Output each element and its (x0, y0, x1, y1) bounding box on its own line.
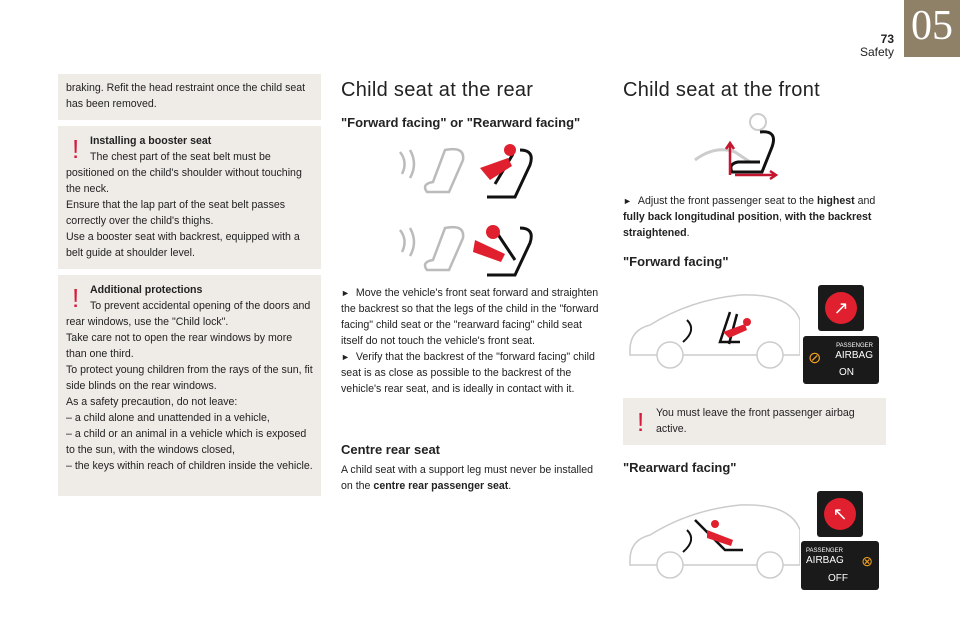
car-rearward-facing-illustration (625, 500, 800, 585)
protections-line: To prevent accidental opening of the doors and rear windows, use the "Child lock". (66, 300, 311, 328)
airbag-indicator-on (803, 336, 879, 384)
section-title: Safety (859, 45, 894, 59)
warning-icon: ! (72, 283, 80, 313)
airbag-warning: ! You must leave the front passenger airbag active. (623, 398, 886, 445)
rear-child-seat-illustration (395, 140, 540, 280)
panel-label: PASSENGER (836, 343, 873, 349)
protections-title: Additional protections (90, 284, 203, 296)
airbag-indicator-off (801, 541, 879, 590)
instruction-2: ► Verify that the backrest of the "forward facing" child seat is as close as possible to the backrest of the vehicle's rear seat, and is ideally in contact with it. (341, 351, 595, 395)
airbag-switch-off (817, 491, 863, 537)
warning-icon: ! (637, 407, 645, 437)
panel-status: OFF (828, 573, 848, 584)
panel-label: AIRBAG (835, 350, 873, 361)
centre-rear-heading: Centre rear seat (341, 442, 440, 457)
booster-line: Ensure that the lap part of the seat belt passes correctly over the child's thighs. (66, 199, 286, 227)
protections-line: To protect young children from the rays of the sun, fit side blinds on the rear windows. (66, 364, 313, 392)
panel-label: PASSENGER (806, 548, 843, 554)
protections-line: – the keys within reach of children inside the vehicle. (66, 460, 313, 472)
continued-text: braking. Refit the head restraint once the child seat has been removed. (66, 82, 306, 110)
continued-text-box (58, 74, 321, 120)
page-number: 73 (880, 32, 894, 46)
airbag-switch-on (818, 285, 864, 331)
protections-line: Take care not to open the rear windows by more than one third. (66, 332, 293, 360)
protections-line: – a child alone and unattended in a vehicle, (66, 412, 270, 424)
forward-facing-heading: "Forward facing" (623, 254, 729, 269)
front-seat-instruction: ► Adjust the front passenger seat to the highest and fully back longitudinal position, with the backrest straightened. (623, 195, 876, 239)
arrow-up-right-icon: ↗ (825, 292, 857, 324)
protections-line: – a child or an animal in a vehicle which is exposed to the sun, with the windows closed, (66, 428, 307, 456)
centre-rear-text: A child seat with a support leg must never be installed on the centre rear passenger seat. (341, 464, 594, 492)
front-seat-heading: Child seat at the front (623, 79, 821, 101)
booster-line: The chest part of the seat belt must be positioned on the child's shoulder without touching the neck. (66, 151, 302, 195)
booster-title: Installing a booster seat (90, 135, 212, 147)
car-forward-facing-illustration (625, 290, 800, 375)
rearward-facing-heading: "Rearward facing" (623, 460, 737, 475)
arrow-up-left-icon: ↖ (824, 498, 856, 530)
instruction-1: ► Move the vehicle's front seat forward and straighten the backrest so that the legs of the child in the "forward facing" child seat or the "rearward facing" child seat itself do not touch the vehicle's front seat. (341, 287, 599, 347)
chapter-tab: 05 (904, 0, 960, 57)
booster-seat-warning (58, 126, 321, 269)
panel-status: ON (839, 367, 854, 378)
facing-subheading: "Forward facing" or "Rearward facing" (341, 115, 581, 130)
protections-line: As a safety precaution, do not leave: (66, 396, 238, 408)
child-seat-crossed-icon: ⊘ (808, 350, 822, 367)
rear-seat-instructions (341, 285, 601, 397)
airbag-off-icon: ⊗ (861, 553, 873, 569)
front-seat-adjust-illustration (690, 110, 790, 185)
booster-line: Use a booster seat with backrest, equipped with a belt guide at shoulder level. (66, 231, 300, 259)
additional-protections-warning (58, 275, 321, 496)
rear-seat-heading: Child seat at the rear (341, 79, 534, 101)
warning-icon: ! (72, 134, 80, 164)
panel-label: AIRBAG (806, 555, 844, 566)
